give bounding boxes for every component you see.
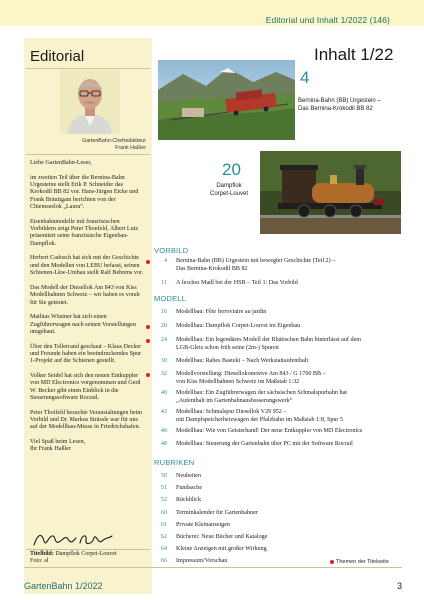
footer-divider	[24, 567, 402, 568]
editorial-paragraph: Mathias Wüstner hat sich einen Zugführerwagen nach seinen Vorstellungen umgebaut.	[30, 314, 136, 335]
cover-topic-dot-icon	[146, 373, 150, 377]
feature1-page-number: 4	[300, 68, 310, 87]
feature2-caption	[198, 183, 260, 198]
page-number: 3	[396, 581, 402, 591]
contents-heading: Inhalt 1/22	[314, 45, 394, 64]
editorial-heading: Editorial	[30, 48, 85, 65]
editorial-signoff: Viel Spaß beim Lesen, Ihr Frank Haßler	[30, 439, 86, 453]
toc-text: Private Kleinanzeigen	[176, 522, 230, 528]
feature1-caption-line: Das Bernina-Krokodil BB 82	[298, 105, 373, 112]
cover-topic-dot-icon	[146, 260, 150, 264]
divider	[26, 154, 150, 155]
editorial-paragraph: Über den Tellerrand geschaut – Klaus Decker und Freunde haben ein beeindruckendes Spur 1-Projekt auf die Schienen gestellt.	[30, 343, 142, 365]
toc-page: 11	[161, 280, 167, 286]
section-title-rubriken: RUBRIKEN	[154, 458, 195, 467]
editorial-paragraph: Eisenbahnmodelle mit französischen Vorbildern zeigt Peter Thonfeld, Albert Lutz präsentiert seine französische Eigenbau-Dampflok.	[30, 218, 139, 247]
handwritten-signature-icon	[32, 531, 118, 549]
section-title-vorbild: VORBILD	[154, 246, 189, 255]
cover-topics-legend	[330, 559, 389, 565]
toc-text: A fesches Madl bei der HSB – Teil 1: Das Vorbild	[176, 280, 298, 286]
toc-page: 48	[160, 441, 167, 447]
toc-page: 43	[160, 409, 167, 415]
bernina-crocodile-photo	[158, 60, 295, 140]
caption-name: Frank Haßler	[115, 145, 146, 151]
divider	[26, 549, 150, 550]
toc-page: 52	[160, 497, 167, 503]
toc-page: 50	[160, 473, 167, 479]
titelbild-label: Titelbild:	[30, 551, 54, 557]
editorial-paragraph: Peter Thoifeld besuchte Veranstaltungen beim Vorbild und Dr. Markus Strässle war für uns auf der Modellbau-Messe in Friedrichshafen.	[30, 409, 143, 431]
feature2-caption-line: Corpet-Louvet	[209, 190, 249, 197]
toc-text: Modellbau: Schmalspur Diesellok V29 952 – mit Dampfspeicherheizwagen der Pfalzbahn im Maßstab 1:8, Spur 5	[176, 409, 344, 423]
toc-text: Modellbau: Wie von Geisterhand! Der neue Entkuppler von MD Electronics	[176, 428, 363, 434]
editorial-paragraph: im zweiten Teil über die Bernina-Bahn Urgesteine stellt Erik P. Schneider das Krokodil BB 82 vor. Hans-Jürgen Eicke und Frank Bräutigam berichten von der Chiemseelok „Laura“.	[30, 174, 139, 211]
toc-text: Neuheiten	[176, 473, 202, 479]
cover-credit	[30, 551, 148, 566]
toc-page: 32	[160, 371, 167, 377]
feature1-caption	[298, 98, 408, 113]
toc-text: Bücherei: Neue Bücher und Kataloge	[176, 534, 268, 540]
toc-text: Modellvorstellung: Diesellokomotive Am 843 / G 1700 BB – von Kiss Modellbahnen Schweiz im Maßstab 1:32	[176, 371, 326, 385]
toc-text: Fundsache	[176, 485, 203, 491]
toc-page: 62	[160, 534, 167, 540]
toc-text: Bernina-Bahn (BB) Urgestein mit bewegter Geschichte (Teil 2) – Das Bernina-Krokodil BB 82	[176, 258, 336, 272]
editorial-body	[30, 160, 146, 461]
feature2-page-number: 20	[222, 160, 241, 179]
editorial-paragraph: Das Modell der Diesellok Am 843 von Kiss Modellbahnen Schweiz – wir haben es vorab für Sie getestet.	[30, 284, 140, 306]
editor-portrait	[60, 70, 120, 134]
running-header: Editorial und Inhalt 1/2022 (146)	[265, 15, 390, 25]
toc-text: Modellbau: Ein Zugführerwagen der sächsischen Schmalspurbahn hat „Aufenthalt im Gartenbahnausbesserungswerk“	[176, 390, 347, 404]
toc-text: Impressum/Vorschau	[176, 558, 228, 564]
section-title-modell: MODELL	[154, 294, 187, 303]
feature1-caption-line: Bernina-Bahn (BB) Urgestein –	[298, 98, 381, 104]
cover-topic-dot-icon	[146, 339, 150, 343]
feature2-caption-line: Dampflok	[216, 183, 242, 189]
editorial-paragraph: Liebe GartenBahn-Leser,	[30, 160, 92, 166]
toc-page: 66	[160, 558, 167, 564]
toc-text: Terminkalender für Gartenbahner	[176, 510, 258, 516]
toc-page: 30	[160, 358, 167, 364]
editorial-paragraph: Herbert Cadosch hat sich mit der Geschichte und den Modellen von LEBU befasst, seinen Schienen-Lkw-Umbau stellt Ralf Behrens vor.	[30, 255, 144, 277]
toc-page: 4	[163, 258, 167, 264]
toc-text: Modellbau: Steuerung der Gartenbahn über PC mit der Software Rocrail	[176, 441, 353, 447]
divider	[26, 68, 150, 69]
toc-text: Modellbau: Dampflok Corpet-Louvet im Eigenbau	[176, 323, 301, 329]
legend-text: Themen der Titelseite	[336, 559, 389, 565]
magazine-issue: GartenBahn 1/2022	[24, 581, 103, 591]
toc-text: Modellbau: Fête ferroviaire au jardin	[176, 309, 267, 315]
toc-text: Modellbau: Ein legendäres Modell der Rhätischen Bahn hinterlässt auf dem LGB-Gleis schon früh seine (2m-) Spuren	[176, 337, 361, 351]
toc-text: Rückblick	[176, 497, 202, 503]
toc-page: 20	[160, 323, 167, 329]
steam-locomotive-photo	[260, 151, 401, 234]
editorial-paragraph: Volker Seidel hat sich den neuen Entkuppler von MD Electronics vorgenommen und Gerd W. Becker gibt einen Einblick in die Steuerungssoftware Rocrail.	[30, 372, 141, 401]
toc-page: 16	[160, 309, 167, 315]
caption-role: GartenBahn-Chefredakteur	[82, 138, 146, 144]
toc-page: 60	[160, 510, 167, 516]
toc-text: Kleine Anzeigen mit großer Wirkung	[176, 546, 267, 552]
photo-credit: Foto: al	[30, 558, 49, 565]
toc-page: 64	[160, 546, 167, 552]
toc-page: 24	[160, 337, 167, 343]
cover-topic-dot-icon	[330, 560, 334, 564]
toc-page: 40	[160, 390, 167, 396]
toc-page: 51	[160, 485, 167, 491]
cover-topic-dot-icon	[146, 325, 150, 329]
toc-page: 46	[160, 428, 167, 434]
toc-page: 61	[160, 522, 167, 528]
titelbild-text: Dampflok Corpet-Louvet	[53, 551, 117, 557]
toc-text: Modellbau: Rabes Basteki – Nach Werkstattaufenthalt	[176, 358, 309, 364]
portrait-caption	[36, 138, 146, 152]
